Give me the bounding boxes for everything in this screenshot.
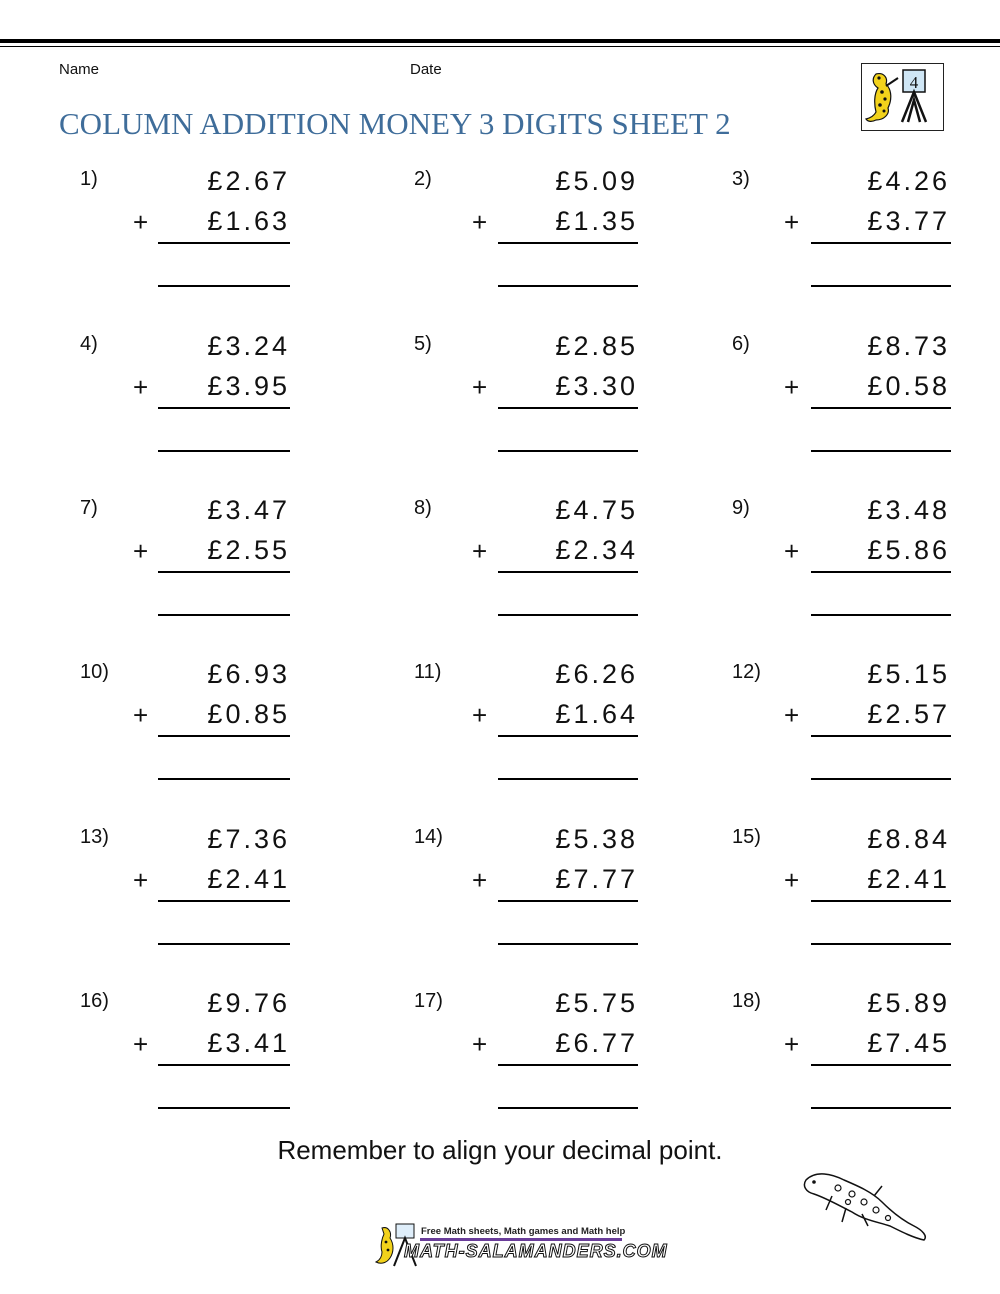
answer-line (498, 1107, 638, 1109)
problem-bottom-amount: £7.77 (555, 864, 638, 894)
problem-14 (414, 826, 734, 956)
problem-number: 15) (732, 826, 761, 848)
sum-underline (498, 571, 638, 573)
problem-number: 10) (80, 661, 109, 683)
sum-underline (158, 571, 290, 573)
problem-number: 17) (414, 990, 443, 1012)
problem-3 (732, 168, 1000, 298)
problem-number: 8) (414, 497, 432, 519)
plus-sign: + (133, 700, 149, 730)
answer-line (158, 778, 290, 780)
problem-bottom-amount: £2.34 (555, 535, 638, 565)
problem-top-amount: £5.89 (867, 988, 950, 1018)
problem-bottom-amount: £5.86 (867, 535, 950, 565)
answer-line (498, 285, 638, 287)
answer-line (158, 450, 290, 452)
plus-sign: + (784, 372, 800, 402)
problem-top-amount: £8.73 (867, 331, 950, 361)
plus-sign: + (472, 207, 488, 237)
sum-underline (498, 242, 638, 244)
problem-number: 6) (732, 333, 750, 355)
problem-bottom-amount: £6.77 (555, 1028, 638, 1058)
problem-10 (80, 661, 400, 791)
problem-bottom-amount: £3.77 (867, 206, 950, 236)
reminder-text: Remember to align your decimal point. (277, 1135, 723, 1165)
sum-underline (158, 900, 290, 902)
problem-number: 13) (80, 826, 109, 848)
sum-underline (498, 735, 638, 737)
problem-bottom-amount: £1.64 (555, 699, 638, 729)
footer-brand[interactable]: MATH-SALAMANDERS.COM (404, 1241, 668, 1261)
sum-underline (158, 407, 290, 409)
problem-number: 1) (80, 168, 98, 190)
problem-top-amount: £5.75 (555, 988, 638, 1018)
answer-line (158, 943, 290, 945)
plus-sign: + (472, 700, 488, 730)
problem-top-amount: £4.75 (555, 495, 638, 525)
problem-top-amount: £5.38 (555, 824, 638, 854)
plus-sign: + (133, 536, 149, 566)
problem-number: 18) (732, 990, 761, 1012)
sum-underline (158, 1064, 290, 1066)
problem-number: 9) (732, 497, 750, 519)
plus-sign: + (133, 207, 149, 237)
problem-bottom-amount: £1.35 (555, 206, 638, 236)
sum-underline (158, 242, 290, 244)
problem-bottom-amount: £3.41 (207, 1028, 290, 1058)
problem-number: 7) (80, 497, 98, 519)
problem-bottom-amount: £3.30 (555, 371, 638, 401)
sum-underline (811, 242, 951, 244)
problem-18 (732, 990, 1000, 1120)
problem-top-amount: £4.26 (867, 166, 950, 196)
problem-number: 2) (414, 168, 432, 190)
plus-sign: + (784, 865, 800, 895)
plus-sign: + (784, 207, 800, 237)
problem-top-amount: £5.09 (555, 166, 638, 196)
problem-11 (414, 661, 734, 791)
problem-bottom-amount: £2.41 (207, 864, 290, 894)
problem-number: 14) (414, 826, 443, 848)
problem-bottom-amount: £1.63 (207, 206, 290, 236)
problem-8 (414, 497, 734, 627)
problem-top-amount: £6.26 (555, 659, 638, 689)
answer-line (811, 943, 951, 945)
answer-line (498, 614, 638, 616)
answer-line (811, 1107, 951, 1109)
problem-2 (414, 168, 734, 298)
problem-9 (732, 497, 1000, 627)
problem-bottom-amount: £7.45 (867, 1028, 950, 1058)
problem-number: 3) (732, 168, 750, 190)
answer-line (498, 943, 638, 945)
sum-underline (811, 407, 951, 409)
problem-top-amount: £2.67 (207, 166, 290, 196)
sum-underline (158, 735, 290, 737)
problem-1 (80, 168, 400, 298)
sum-underline (811, 735, 951, 737)
problem-top-amount: £5.15 (867, 659, 950, 689)
plus-sign: + (133, 372, 149, 402)
plus-sign: + (133, 865, 149, 895)
answer-line (811, 285, 951, 287)
sum-underline (498, 407, 638, 409)
problem-4 (80, 333, 400, 463)
problem-number: 5) (414, 333, 432, 355)
page-title: COLUMN ADDITION MONEY 3 DIGITS SHEET 2 (59, 106, 731, 141)
plus-sign: + (784, 536, 800, 566)
problem-7 (80, 497, 400, 627)
salamander-icon (802, 1166, 932, 1246)
plus-sign: + (472, 536, 488, 566)
answer-line (498, 778, 638, 780)
problem-top-amount: £3.24 (207, 331, 290, 361)
problem-bottom-amount: £2.55 (207, 535, 290, 565)
answer-line (811, 450, 951, 452)
problem-number: 12) (732, 661, 761, 683)
problem-top-amount: £3.47 (207, 495, 290, 525)
plus-sign: + (784, 1029, 800, 1059)
problem-12 (732, 661, 1000, 791)
answer-line (158, 285, 290, 287)
sum-underline (498, 900, 638, 902)
answer-line (158, 1107, 290, 1109)
sum-underline (811, 1064, 951, 1066)
answer-line (498, 450, 638, 452)
date-label: Date (410, 61, 442, 78)
sum-underline (811, 900, 951, 902)
problem-top-amount: £9.76 (207, 988, 290, 1018)
problem-top-amount: £8.84 (867, 824, 950, 854)
problem-top-amount: £3.48 (867, 495, 950, 525)
problem-15 (732, 826, 1000, 956)
sum-underline (811, 571, 951, 573)
plus-sign: + (784, 700, 800, 730)
grade-number: 4 (909, 73, 919, 92)
answer-line (158, 614, 290, 616)
problem-16 (80, 990, 400, 1120)
problem-top-amount: £6.93 (207, 659, 290, 689)
problem-bottom-amount: £2.57 (867, 699, 950, 729)
problem-top-amount: £7.36 (207, 824, 290, 854)
problem-6 (732, 333, 1000, 463)
problem-13 (80, 826, 400, 956)
plus-sign: + (472, 1029, 488, 1059)
problem-number: 4) (80, 333, 98, 355)
name-label: Name (59, 61, 100, 78)
problem-number: 11) (414, 661, 442, 683)
plus-sign: + (472, 865, 488, 895)
plus-sign: + (133, 1029, 149, 1059)
problem-17 (414, 990, 734, 1120)
problem-bottom-amount: £3.95 (207, 371, 290, 401)
problem-5 (414, 333, 734, 463)
problem-bottom-amount: £2.41 (867, 864, 950, 894)
answer-line (811, 778, 951, 780)
problem-top-amount: £2.85 (555, 331, 638, 361)
problem-bottom-amount: £0.58 (867, 371, 950, 401)
problem-number: 16) (80, 990, 109, 1012)
plus-sign: + (472, 372, 488, 402)
problem-bottom-amount: £0.85 (207, 699, 290, 729)
footer-tagline: Free Math sheets, Math games and Math help (421, 1226, 626, 1237)
answer-line (811, 614, 951, 616)
sum-underline (498, 1064, 638, 1066)
